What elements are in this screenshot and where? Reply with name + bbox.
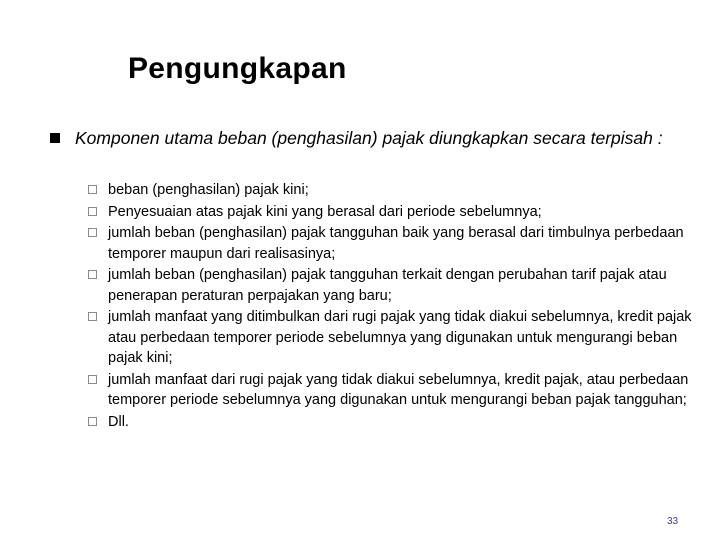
main-point-text: Komponen utama beban (penghasilan) pajak diungkapkan secara terpisah :	[75, 128, 663, 148]
square-bullet-icon	[50, 133, 60, 143]
sub-point-item	[88, 412, 698, 433]
sub-point-text: jumlah manfaat yang ditimbulkan dari rugi pajak yang tidak diakui sebelumnya, kredit pajak atau perbedaan temporer periode sebelumnya yang digunakan untuk mengurangi beban pajak kini;	[108, 309, 692, 366]
sub-point-text: jumlah beban (penghasilan) pajak tangguhan baik yang berasal dari timbulnya perbedaan temporer maupun dari realisasinya;	[108, 225, 684, 262]
sub-point-text: Penyesuaian atas pajak kini yang berasal dari periode sebelumnya;	[108, 203, 542, 220]
sub-point-item	[88, 180, 698, 201]
checkbox-icon	[88, 207, 97, 216]
sub-point-item	[88, 223, 698, 264]
checkbox-icon	[88, 312, 97, 321]
checkbox-icon	[88, 185, 97, 194]
checkbox-icon	[88, 417, 97, 426]
sub-point-item	[88, 202, 698, 223]
sub-point-item	[88, 265, 698, 306]
sub-point-text: jumlah beban (penghasilan) pajak tangguhan terkait dengan perubahan tarif pajak atau penerapan peraturan perpajakan yang baru;	[108, 267, 667, 304]
page-number: 33	[667, 516, 679, 527]
sub-point-text: beban (penghasilan) pajak kini;	[108, 182, 309, 198]
sub-point-text: jumlah manfaat dari rugi pajak yang tidak diakui sebelumnya, kredit pajak, atau perbedaan temporer periode sebelumnya yang digunakan untuk mengurangi beban pajak tangguhan;	[108, 371, 689, 408]
sub-point-item	[88, 370, 698, 411]
sub-point-item	[88, 307, 698, 369]
checkbox-icon	[88, 375, 97, 384]
slide-title: Pengungkapan	[128, 52, 347, 85]
sub-point-text: Dll.	[108, 413, 129, 430]
sub-point-list	[88, 180, 698, 433]
checkbox-icon	[88, 270, 97, 279]
checkbox-icon	[88, 228, 97, 237]
